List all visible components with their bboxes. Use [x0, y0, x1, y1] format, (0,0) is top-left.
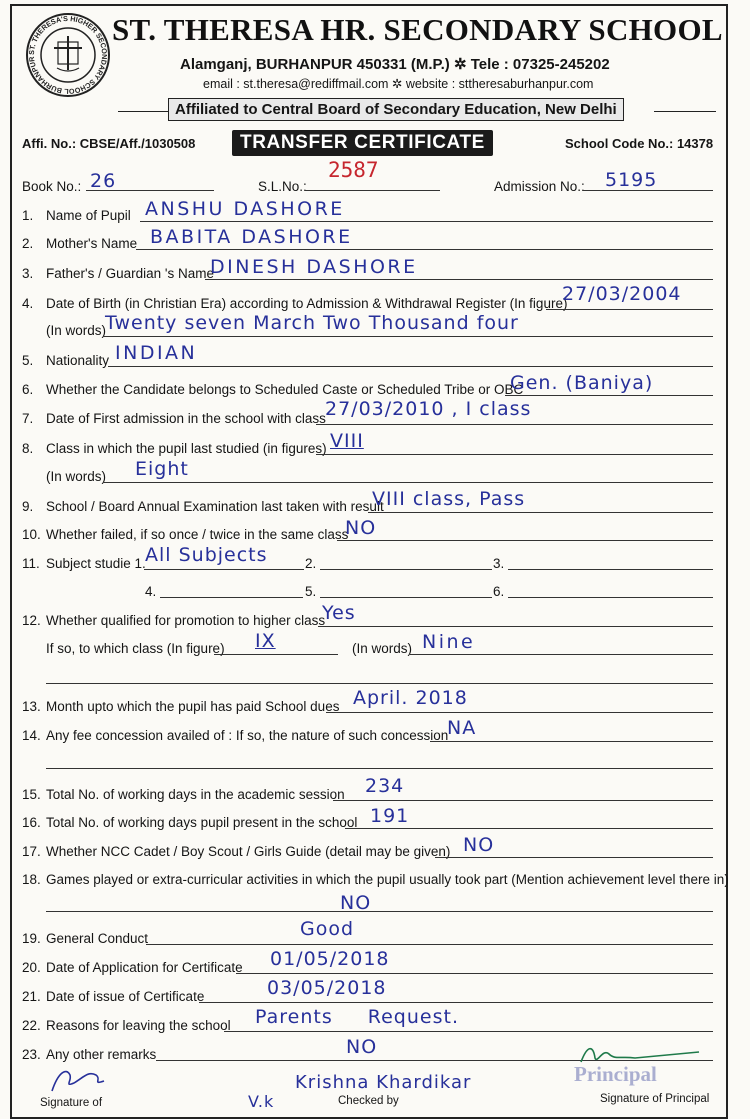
- affiliation-rule-left: [118, 111, 168, 112]
- item-4-value: 27/03/2004: [562, 283, 682, 305]
- checked-by-label: Checked by: [338, 1095, 399, 1107]
- item-1-number: 1.: [22, 208, 34, 223]
- affiliation-box: Affiliated to Central Board of Secondary Education, New Delhi: [168, 98, 624, 121]
- item-9-value: VIII class, Pass: [372, 488, 526, 510]
- signature-label-left: Signature of: [40, 1097, 103, 1109]
- item-11-n4: 4.: [145, 584, 157, 599]
- item-6-label: Whether the Candidate belongs to Scheduled Caste or Scheduled Tribe or OBC: [46, 382, 524, 397]
- item-15-number: 15.: [22, 787, 41, 802]
- item-3-value: DINESH DASHORE: [210, 256, 418, 278]
- item-6-number: 6.: [22, 382, 34, 397]
- item-23-value: NO: [346, 1036, 378, 1058]
- item-21-number: 21.: [22, 989, 41, 1004]
- item-15-label: Total No. of working days in the academic session: [46, 787, 345, 802]
- item-12b-value: IX: [255, 630, 276, 652]
- item-12b-words-line: [410, 654, 713, 655]
- item-4-label: Date of Birth (in Christian Era) according to Admission & Withdrawal Register (In figure): [46, 296, 568, 311]
- item-7-label: Date of First admission in the school with class: [46, 411, 326, 426]
- item-11-number: 11.: [22, 556, 40, 571]
- item-8-label: Class in which the pupil last studied (in figures): [46, 441, 327, 456]
- item-11-line-5: [320, 597, 492, 598]
- item-22-label: Reasons for leaving the school: [46, 1018, 231, 1033]
- item-16-value: 191: [370, 805, 410, 827]
- item-11-n2: 2.: [305, 556, 317, 571]
- item-17-number: 17.: [22, 844, 41, 859]
- item-17-value: NO: [463, 834, 495, 856]
- item-13-number: 13.: [22, 699, 41, 714]
- item-14-value: NA: [447, 717, 477, 739]
- item-12b-line: [214, 654, 338, 655]
- item-15-value: 234: [365, 775, 405, 797]
- item-22-line: [224, 1031, 713, 1032]
- item-7-line: [316, 424, 713, 425]
- item-4-line: [546, 309, 713, 310]
- book-no-value: 26: [90, 170, 117, 192]
- item-16-line: [345, 828, 713, 829]
- item-14-extra-line: [46, 768, 713, 769]
- item-11-n5: 5.: [305, 584, 317, 599]
- item-9-label: School / Board Annual Examination last taken with result: [46, 499, 384, 514]
- item-12b-label: If so, to which class (In figure): [46, 641, 225, 656]
- item-12b-words-label: (In words): [352, 641, 413, 656]
- item-5-line: [108, 366, 713, 367]
- item-19-value: Good: [300, 918, 355, 940]
- item-13-line: [326, 712, 713, 713]
- item-10-number: 10.: [22, 527, 41, 542]
- item-18-value: NO: [340, 892, 372, 914]
- item-21-value: 03/05/2018: [267, 977, 387, 999]
- item-2-line: [136, 249, 713, 250]
- sl-no-line: [305, 190, 440, 191]
- checker-name: Krishna Khardikar: [295, 1072, 472, 1093]
- item-3-line: [205, 279, 713, 280]
- item-8-number: 8.: [22, 441, 34, 456]
- item-4-words-line: [103, 336, 713, 337]
- item-12b-words-value: Nine: [422, 631, 476, 653]
- item-2-label: Mother's Name: [46, 236, 138, 251]
- admission-no-value: 5195: [605, 169, 658, 191]
- item-10-line: [337, 540, 713, 541]
- school-seal: [24, 12, 112, 98]
- item-15-line: [333, 800, 713, 801]
- item-8-words-label: (In words): [46, 469, 107, 484]
- item-4-words-value: Twenty seven March Two Thousand four: [105, 312, 519, 334]
- item-16-label: Total No. of working days pupil present in the school: [46, 815, 358, 830]
- item-20-label: Date of Application for Certificate: [46, 960, 243, 975]
- item-20-number: 20.: [22, 960, 41, 975]
- item-5-label: Nationality: [46, 353, 110, 368]
- item-4-words-label: (In words): [46, 323, 107, 338]
- item-1-label: Name of Pupil: [46, 208, 131, 223]
- affiliation-rule-right: [654, 111, 716, 112]
- item-5-number: 5.: [22, 353, 34, 368]
- item-2-number: 2.: [22, 236, 34, 251]
- svg-text:ST. THERESA'S HIGHER SECONDARY: ST. THERESA'S HIGHER SECONDARY SCHOOL BURHANPUR: [26, 13, 110, 97]
- item-13-value: April. 2018: [353, 687, 468, 709]
- item-18-line: [46, 911, 713, 912]
- item-11-label: Subject studie 1.: [46, 556, 146, 571]
- item-11-value-1: All Subjects: [145, 544, 268, 566]
- item-18-label: Games played or extra-curricular activities in which the pupil usually took part (Mention achievement level there in): [46, 872, 729, 887]
- item-5-value: INDIAN: [115, 342, 198, 364]
- sl-no-label: S.L.No.:: [258, 179, 307, 194]
- item-20-value: 01/05/2018: [270, 948, 390, 970]
- item-18-number: 18.: [22, 872, 41, 887]
- item-21-label: Date of issue of Certificate: [46, 989, 205, 1004]
- document-title: TRANSFER CERTIFICATE: [232, 130, 493, 156]
- item-8-line: [316, 454, 713, 455]
- book-no-label: Book No.:: [22, 179, 82, 194]
- item-9-line: [368, 512, 713, 513]
- item-10-label: Whether failed, if so once / twice in the same class: [46, 527, 349, 542]
- sl-no-value: 2587: [328, 158, 379, 182]
- item-19-number: 19.: [22, 931, 41, 946]
- item-16-number: 16.: [22, 815, 41, 830]
- item-17-line: [435, 857, 713, 858]
- item-6-line: [505, 395, 713, 396]
- item-11-line-2: [320, 569, 492, 570]
- item-22-number: 22.: [22, 1018, 41, 1033]
- item-1-line: [140, 221, 713, 222]
- item-7-number: 7.: [22, 411, 34, 426]
- item-6-value: Gen. (Baniya): [510, 372, 654, 394]
- item-4-number: 4.: [22, 296, 34, 311]
- item-23-label: Any other remarks: [46, 1047, 157, 1062]
- signature-label-right: Signature of Principal: [600, 1093, 710, 1105]
- item-2-value: BABITA DASHORE: [150, 226, 353, 248]
- school-name: ST. THERESA HR. SECONDARY SCHOOL: [112, 12, 723, 47]
- admission-no-label: Admission No.:: [494, 179, 585, 194]
- item-11-line-4: [160, 597, 303, 598]
- school-contact: email : st.theresa@rediffmail.com ✲ website : sttheresaburhanpur.com: [203, 77, 594, 91]
- item-19-label: General Conduct: [46, 931, 149, 946]
- item-12-label: Whether qualified for promotion to higher class: [46, 613, 326, 628]
- item-14-line: [430, 741, 713, 742]
- item-7-value: 27/03/2010 , I class: [325, 398, 532, 420]
- item-12-value: Yes: [322, 602, 356, 624]
- item-11-n3: 3.: [493, 556, 505, 571]
- item-13-label: Month upto which the pupil has paid School dues: [46, 699, 340, 714]
- class-teacher-signature: [44, 1063, 114, 1097]
- checker-initials-icon: V.k: [248, 1092, 275, 1111]
- item-11-n6: 6.: [493, 584, 505, 599]
- item-14-number: 14.: [22, 728, 41, 743]
- item-11-line-3: [508, 569, 713, 570]
- item-12-extra-line: [46, 683, 713, 684]
- item-1-value: ANSHU DASHORE: [145, 198, 345, 220]
- affiliation-number: Affi. No.: CBSE/Aff./1030508: [22, 136, 196, 151]
- item-8-words-value: Eight: [135, 458, 189, 480]
- item-11-line-1: [144, 569, 304, 570]
- item-12-line: [318, 626, 713, 627]
- item-23-number: 23.: [22, 1047, 41, 1062]
- item-11-line-6: [508, 597, 713, 598]
- item-9-number: 9.: [22, 499, 34, 514]
- item-3-number: 3.: [22, 266, 34, 281]
- item-17-label: Whether NCC Cadet / Boy Scout / Girls Guide (detail may be given): [46, 844, 451, 859]
- item-8-value: VIII: [330, 430, 364, 452]
- item-22-value: Parents Request.: [255, 1006, 459, 1028]
- principal-stamp: Principal: [574, 1062, 657, 1086]
- item-8-words-line: [103, 482, 713, 483]
- item-21-line: [199, 1002, 713, 1003]
- item-19-line: [146, 944, 713, 945]
- item-10-value: NO: [345, 517, 377, 539]
- item-20-line: [236, 973, 713, 974]
- item-3-label: Father's / Guardian 's Name: [46, 266, 214, 281]
- school-address: Alamganj, BURHANPUR 450331 (M.P.) ✲ Tele : 07325-245202: [180, 56, 610, 73]
- item-12-number: 12.: [22, 613, 41, 628]
- school-code: School Code No.: 14378: [565, 136, 714, 151]
- item-14-label: Any fee concession availed of : If so, the nature of such concession: [46, 728, 449, 743]
